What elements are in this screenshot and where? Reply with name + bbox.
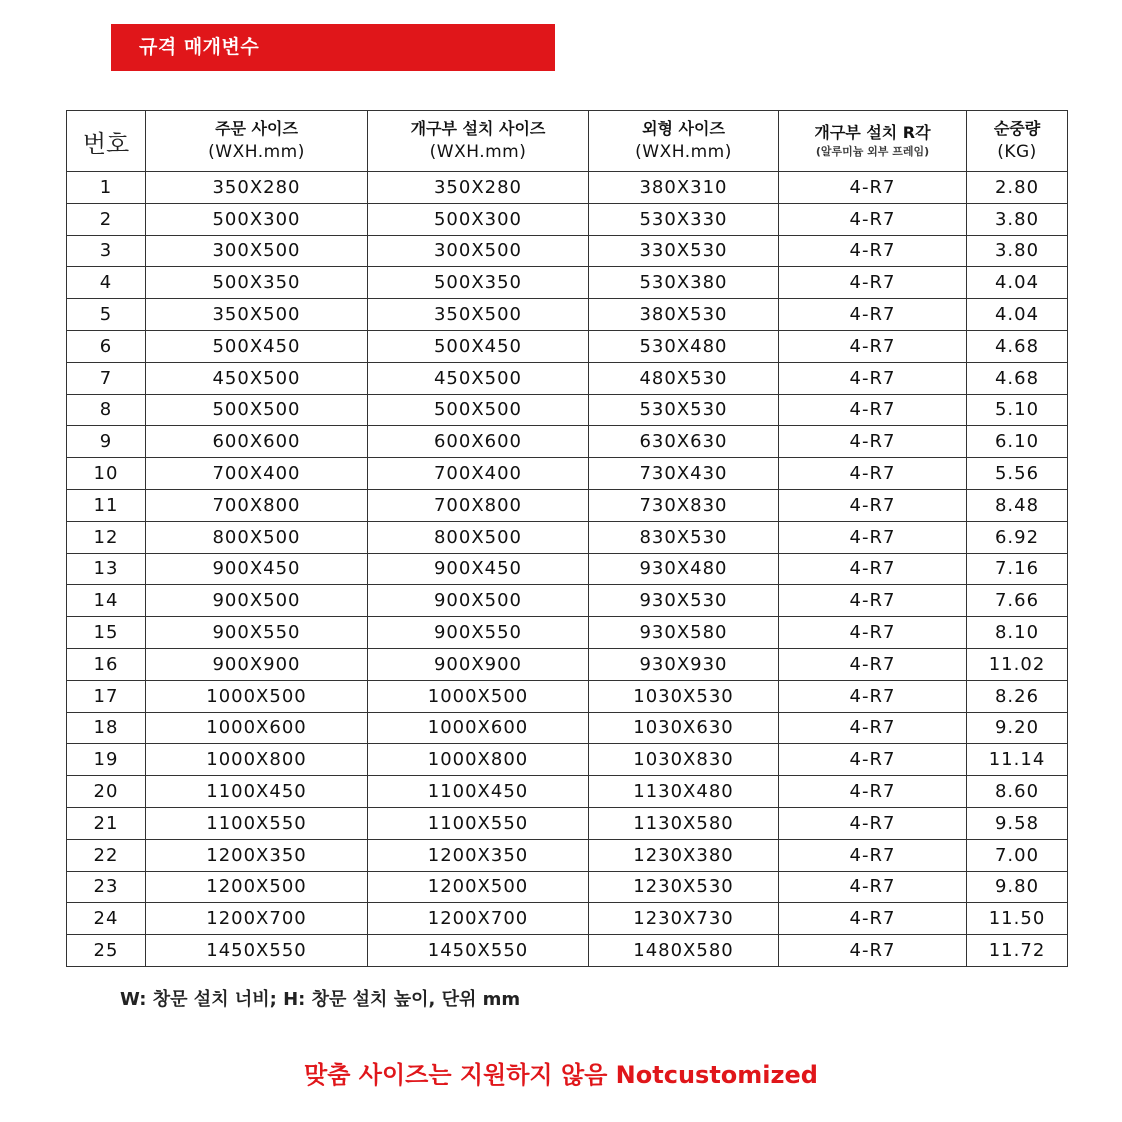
header-opening-size-unit: (WXH.mm)	[429, 142, 527, 162]
cell-r-corner: 4-R7	[779, 521, 967, 553]
table-row	[67, 617, 1068, 649]
table-row	[67, 489, 1068, 521]
cell-opening-size: 800X500	[368, 521, 589, 553]
cell-order-size: 500X500	[146, 394, 368, 426]
cell-number: 13	[67, 553, 146, 585]
cell-number: 10	[67, 458, 146, 490]
section-title-banner	[111, 24, 555, 71]
cell-order-size: 900X900	[146, 648, 368, 680]
table-row	[67, 299, 1068, 331]
table-row	[67, 871, 1068, 903]
header-outer-size	[589, 111, 779, 172]
cell-outer-size: 530X480	[589, 330, 779, 362]
cell-number: 15	[67, 617, 146, 649]
cell-number: 4	[67, 267, 146, 299]
cell-number: 11	[67, 489, 146, 521]
cell-number: 25	[67, 935, 146, 967]
table-row	[67, 330, 1068, 362]
cell-number: 20	[67, 776, 146, 808]
cell-outer-size: 480X530	[589, 362, 779, 394]
header-outer-size-unit: (WXH.mm)	[635, 142, 732, 162]
header-r-corner	[779, 111, 967, 172]
cell-opening-size: 600X600	[368, 426, 589, 458]
cell-order-size: 900X500	[146, 585, 368, 617]
table-row	[67, 776, 1068, 808]
table-row	[67, 807, 1068, 839]
cell-order-size: 700X800	[146, 489, 368, 521]
cell-r-corner: 4-R7	[779, 458, 967, 490]
header-order-size-title: 주문 사이즈	[215, 119, 298, 138]
cell-number: 2	[67, 203, 146, 235]
header-net-weight-title: 순중량	[993, 119, 1041, 138]
cell-opening-size: 350X500	[368, 299, 589, 331]
cell-opening-size: 500X300	[368, 203, 589, 235]
cell-net-weight: 11.50	[967, 903, 1068, 935]
table-body	[67, 172, 1068, 967]
cell-opening-size: 500X500	[368, 394, 589, 426]
cell-outer-size: 380X310	[589, 172, 779, 204]
section-title: 규격 매개변수	[139, 36, 260, 58]
cell-opening-size: 1100X450	[368, 776, 589, 808]
table-row	[67, 903, 1068, 935]
cell-outer-size: 630X630	[589, 426, 779, 458]
cell-number: 5	[67, 299, 146, 331]
cell-opening-size: 900X550	[368, 617, 589, 649]
cell-r-corner: 4-R7	[779, 935, 967, 967]
cell-net-weight: 4.04	[967, 299, 1068, 331]
table-row	[67, 553, 1068, 585]
cell-net-weight: 3.80	[967, 235, 1068, 267]
cell-number: 24	[67, 903, 146, 935]
cell-order-size: 900X550	[146, 617, 368, 649]
cell-outer-size: 930X530	[589, 585, 779, 617]
cell-opening-size: 1450X550	[368, 935, 589, 967]
cell-order-size: 700X400	[146, 458, 368, 490]
cell-net-weight: 2.80	[967, 172, 1068, 204]
table-row	[67, 426, 1068, 458]
cell-order-size: 1200X350	[146, 839, 368, 871]
header-opening-size	[368, 111, 589, 172]
cell-order-size: 500X300	[146, 203, 368, 235]
header-outer-size-title: 외형 사이즈	[642, 119, 725, 138]
cell-opening-size: 700X800	[368, 489, 589, 521]
cell-order-size: 800X500	[146, 521, 368, 553]
cell-number: 8	[67, 394, 146, 426]
table-row	[67, 235, 1068, 267]
cell-r-corner: 4-R7	[779, 903, 967, 935]
header-net-weight	[967, 111, 1068, 172]
cell-number: 9	[67, 426, 146, 458]
cell-net-weight: 4.68	[967, 362, 1068, 394]
cell-order-size: 900X450	[146, 553, 368, 585]
cell-number: 6	[67, 330, 146, 362]
table-row	[67, 172, 1068, 204]
cell-outer-size: 1030X830	[589, 744, 779, 776]
cell-net-weight: 7.66	[967, 585, 1068, 617]
cell-opening-size: 1200X350	[368, 839, 589, 871]
cell-number: 17	[67, 680, 146, 712]
cell-outer-size: 380X530	[589, 299, 779, 331]
cell-net-weight: 6.10	[967, 426, 1068, 458]
header-number-label: 번호	[82, 129, 130, 158]
table-header-row	[67, 111, 1068, 172]
cell-net-weight: 8.48	[967, 489, 1068, 521]
cell-r-corner: 4-R7	[779, 203, 967, 235]
cell-number: 21	[67, 807, 146, 839]
cell-order-size: 1000X600	[146, 712, 368, 744]
cell-outer-size: 1030X530	[589, 680, 779, 712]
cell-r-corner: 4-R7	[779, 330, 967, 362]
table-row	[67, 744, 1068, 776]
cell-opening-size: 500X450	[368, 330, 589, 362]
spec-table	[66, 110, 1068, 967]
cell-r-corner: 4-R7	[779, 235, 967, 267]
table-row	[67, 935, 1068, 967]
cell-order-size: 350X280	[146, 172, 368, 204]
table-row	[67, 458, 1068, 490]
cell-r-corner: 4-R7	[779, 585, 967, 617]
cell-order-size: 1100X550	[146, 807, 368, 839]
table-row	[67, 680, 1068, 712]
cell-net-weight: 8.26	[967, 680, 1068, 712]
cell-r-corner: 4-R7	[779, 394, 967, 426]
cell-net-weight: 7.16	[967, 553, 1068, 585]
cell-net-weight: 6.92	[967, 521, 1068, 553]
cell-net-weight: 9.58	[967, 807, 1068, 839]
cell-outer-size: 530X330	[589, 203, 779, 235]
cell-number: 1	[67, 172, 146, 204]
cell-outer-size: 530X530	[589, 394, 779, 426]
cell-number: 7	[67, 362, 146, 394]
cell-outer-size: 1030X630	[589, 712, 779, 744]
cell-r-corner: 4-R7	[779, 617, 967, 649]
cell-outer-size: 730X430	[589, 458, 779, 490]
cell-order-size: 600X600	[146, 426, 368, 458]
table-row	[67, 712, 1068, 744]
cell-number: 3	[67, 235, 146, 267]
cell-opening-size: 1000X800	[368, 744, 589, 776]
table-row	[67, 394, 1068, 426]
cell-order-size: 1100X450	[146, 776, 368, 808]
cell-outer-size: 930X580	[589, 617, 779, 649]
table-row	[67, 203, 1068, 235]
cell-outer-size: 1230X530	[589, 871, 779, 903]
cell-order-size: 500X450	[146, 330, 368, 362]
cell-opening-size: 700X400	[368, 458, 589, 490]
cell-outer-size: 1130X480	[589, 776, 779, 808]
cell-opening-size: 900X500	[368, 585, 589, 617]
cell-number: 14	[67, 585, 146, 617]
table-row	[67, 521, 1068, 553]
cell-number: 19	[67, 744, 146, 776]
cell-r-corner: 4-R7	[779, 299, 967, 331]
cell-number: 12	[67, 521, 146, 553]
custom-size-notice: 맞춤 사이즈는 지원하지 않음 Notcustomized	[304, 1061, 818, 1089]
header-number	[67, 111, 146, 172]
cell-outer-size: 730X830	[589, 489, 779, 521]
table-row	[67, 585, 1068, 617]
cell-net-weight: 8.60	[967, 776, 1068, 808]
cell-number: 16	[67, 648, 146, 680]
cell-number: 22	[67, 839, 146, 871]
cell-r-corner: 4-R7	[779, 362, 967, 394]
cell-order-size: 1200X500	[146, 871, 368, 903]
cell-number: 18	[67, 712, 146, 744]
header-r-corner-note: (알루미늄 외부 프레임)	[815, 145, 930, 158]
cell-r-corner: 4-R7	[779, 172, 967, 204]
table-row	[67, 362, 1068, 394]
cell-r-corner: 4-R7	[779, 712, 967, 744]
cell-net-weight: 11.02	[967, 648, 1068, 680]
cell-opening-size: 900X900	[368, 648, 589, 680]
cell-net-weight: 5.10	[967, 394, 1068, 426]
cell-r-corner: 4-R7	[779, 776, 967, 808]
cell-r-corner: 4-R7	[779, 839, 967, 871]
cell-net-weight: 9.20	[967, 712, 1068, 744]
cell-r-corner: 4-R7	[779, 426, 967, 458]
cell-opening-size: 1000X600	[368, 712, 589, 744]
cell-net-weight: 4.68	[967, 330, 1068, 362]
cell-order-size: 1200X700	[146, 903, 368, 935]
cell-opening-size: 1200X700	[368, 903, 589, 935]
cell-outer-size: 530X380	[589, 267, 779, 299]
header-order-size	[146, 111, 368, 172]
header-net-weight-unit: (KG)	[997, 142, 1037, 162]
cell-r-corner: 4-R7	[779, 744, 967, 776]
cell-opening-size: 1000X500	[368, 680, 589, 712]
header-order-size-unit: (WXH.mm)	[208, 142, 305, 162]
cell-net-weight: 11.72	[967, 935, 1068, 967]
cell-net-weight: 11.14	[967, 744, 1068, 776]
cell-outer-size: 330X530	[589, 235, 779, 267]
cell-opening-size: 500X350	[368, 267, 589, 299]
cell-r-corner: 4-R7	[779, 680, 967, 712]
header-r-corner-title: 개구부 설치 R각	[814, 123, 931, 142]
header-opening-size-title: 개구부 설치 사이즈	[410, 119, 546, 138]
cell-order-size: 450X500	[146, 362, 368, 394]
table-row	[67, 839, 1068, 871]
cell-r-corner: 4-R7	[779, 871, 967, 903]
cell-net-weight: 5.56	[967, 458, 1068, 490]
cell-order-size: 350X500	[146, 299, 368, 331]
cell-net-weight: 3.80	[967, 203, 1068, 235]
cell-outer-size: 930X930	[589, 648, 779, 680]
cell-r-corner: 4-R7	[779, 807, 967, 839]
cell-net-weight: 8.10	[967, 617, 1068, 649]
cell-r-corner: 4-R7	[779, 267, 967, 299]
cell-r-corner: 4-R7	[779, 489, 967, 521]
cell-opening-size: 1200X500	[368, 871, 589, 903]
cell-r-corner: 4-R7	[779, 553, 967, 585]
cell-net-weight: 9.80	[967, 871, 1068, 903]
cell-r-corner: 4-R7	[779, 648, 967, 680]
cell-opening-size: 350X280	[368, 172, 589, 204]
cell-order-size: 1000X500	[146, 680, 368, 712]
cell-outer-size: 1130X580	[589, 807, 779, 839]
cell-number: 23	[67, 871, 146, 903]
table-row	[67, 267, 1068, 299]
cell-opening-size: 300X500	[368, 235, 589, 267]
cell-outer-size: 1480X580	[589, 935, 779, 967]
cell-outer-size: 1230X380	[589, 839, 779, 871]
cell-outer-size: 1230X730	[589, 903, 779, 935]
cell-order-size: 300X500	[146, 235, 368, 267]
cell-order-size: 500X350	[146, 267, 368, 299]
table-row	[67, 648, 1068, 680]
cell-net-weight: 7.00	[967, 839, 1068, 871]
unit-footnote: W: 창문 설치 너비; H: 창문 설치 높이, 단위 mm	[120, 989, 521, 1010]
cell-order-size: 1450X550	[146, 935, 368, 967]
cell-opening-size: 450X500	[368, 362, 589, 394]
cell-opening-size: 900X450	[368, 553, 589, 585]
cell-outer-size: 930X480	[589, 553, 779, 585]
cell-net-weight: 4.04	[967, 267, 1068, 299]
cell-outer-size: 830X530	[589, 521, 779, 553]
cell-opening-size: 1100X550	[368, 807, 589, 839]
cell-order-size: 1000X800	[146, 744, 368, 776]
